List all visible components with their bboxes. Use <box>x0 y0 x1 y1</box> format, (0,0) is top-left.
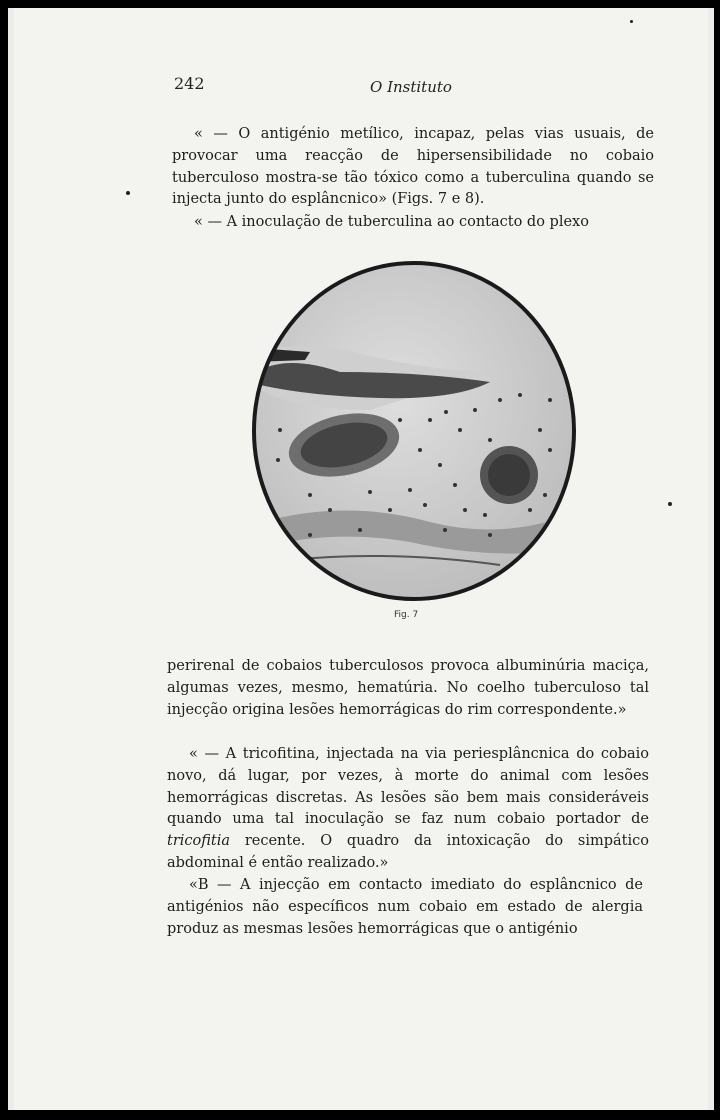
figure-caption: Fig. 7 <box>394 610 419 620</box>
print-speck <box>630 20 633 23</box>
paragraph-antigen-methylic: « — O antigénio metílico, incapaz, pelas vias usuais, de provocar uma reacção de hipersensibilidade no cobaio tuberculoso mostra-se tão tóxico como a tuberculina quando se injecta junto do esplâncnico» (Figs. 7 e 8). <box>172 126 654 208</box>
micrograph-figure <box>250 260 578 603</box>
tricofitia-italic: tricofitia <box>167 833 231 850</box>
scanned-page-background <box>8 8 714 1110</box>
paragraph-tuberculin-inoculation-start: « — A inoculação de tuberculina ao contacto do plexo <box>194 214 589 230</box>
paragraph-perirenal: perirenal de cobaios tuberculosos provoca albuminúria maciça, algumas vezes, mesmo, hematúria. No coelho tuberculoso tal injecção origina lesões hemorrágicas do rim correspondente.» <box>167 658 649 718</box>
tricofitina-text-after: recente. O quadro da intoxicação do simpático abdominal é então realizado.» <box>167 833 649 871</box>
print-speck <box>126 191 130 195</box>
running-title: O Instituto <box>370 78 452 96</box>
paragraph-section-b: «B — A injecção em contacto imediato do esplâncnico de antigénios não específicos num cobaio em estado de alergia produz as mesmas lesões hemorrágicas que o antigénio <box>167 877 643 937</box>
paragraph-tricofitina <box>167 744 649 875</box>
page-number: 242 <box>174 74 205 93</box>
print-speck <box>668 502 672 506</box>
tricofitina-text-before: « — A tricofitina, injectada na via periesplâncnica do cobaio novo, dá lugar, por vezes, à morte do animal com lesões hemorrágicas discretas. As lesões são bem mais consideráveis quando uma tal inoculação se faz num cobaio portador de <box>167 746 649 828</box>
page <box>14 8 708 1110</box>
